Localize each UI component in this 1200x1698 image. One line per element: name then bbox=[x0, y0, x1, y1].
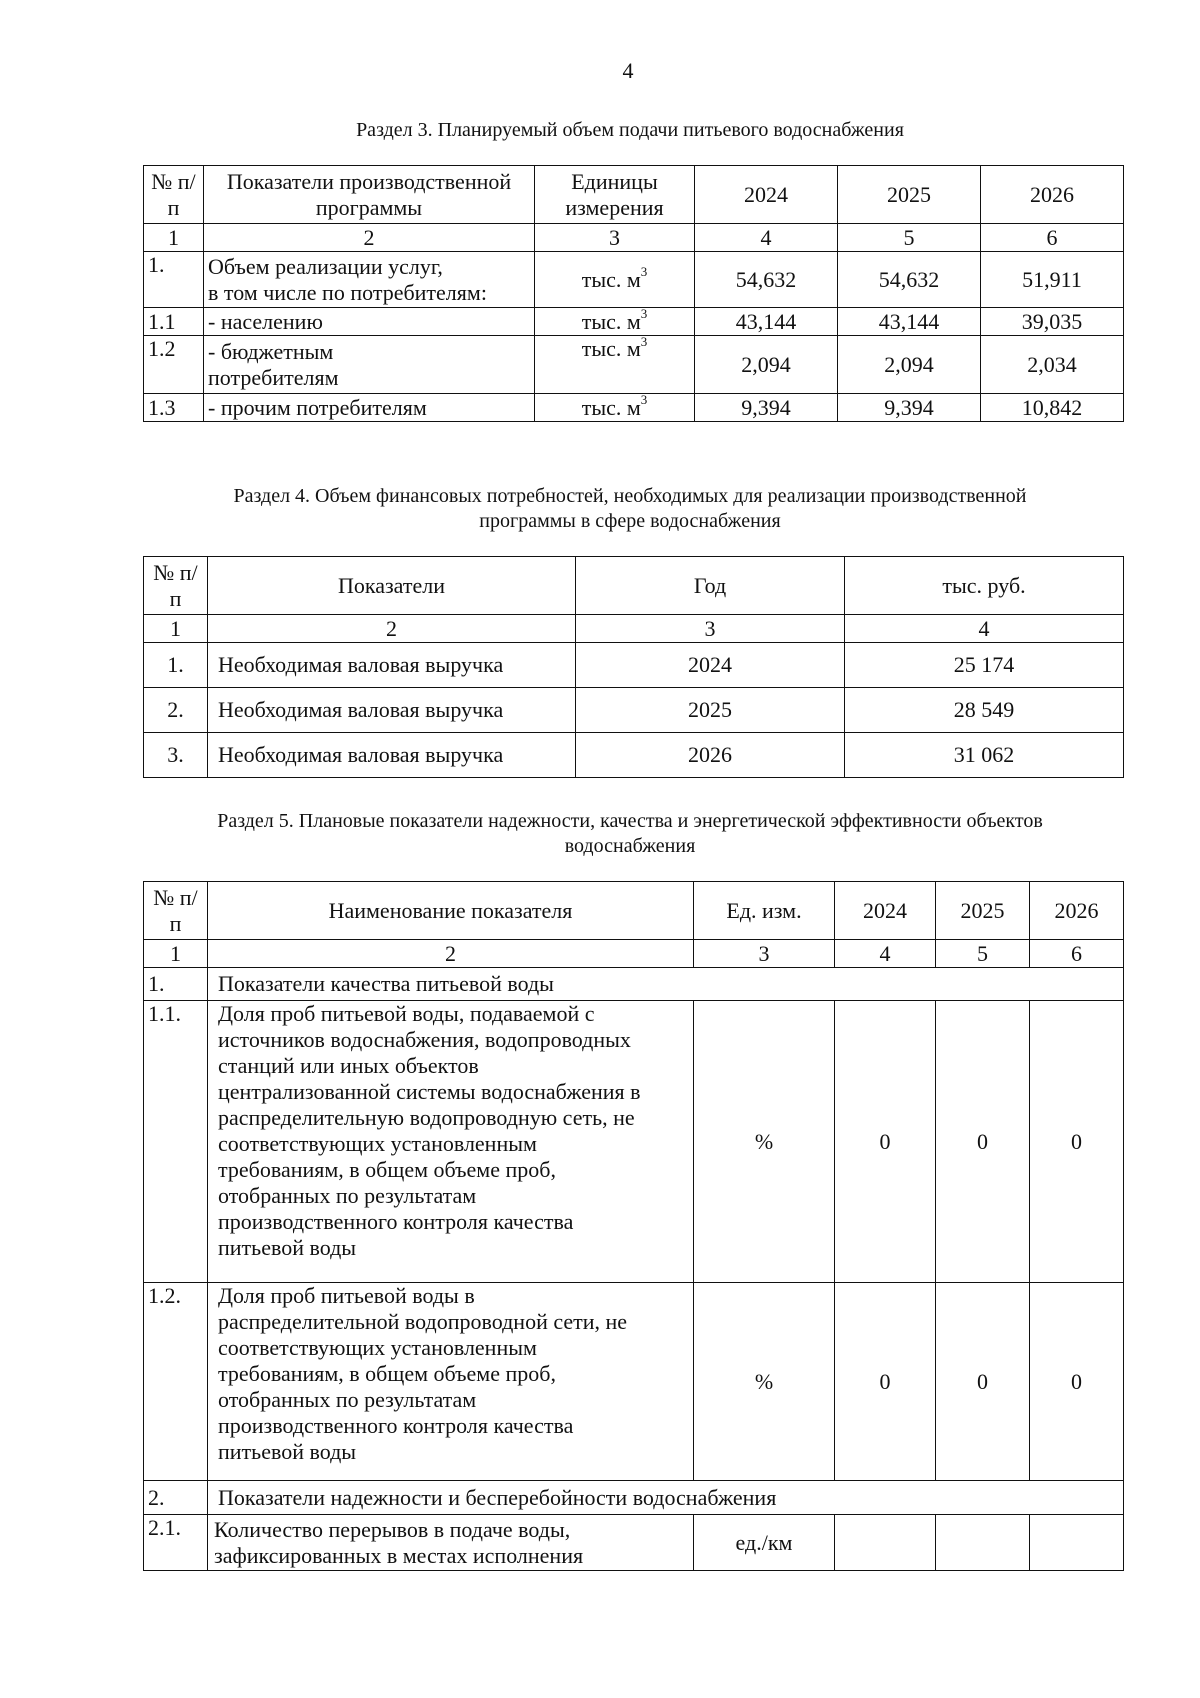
row-label-line: централизованной системы водоснабжения в bbox=[218, 1078, 641, 1104]
header-indicator: Наименование показателя bbox=[208, 882, 694, 940]
section3-title: Раздел 3. Планируемый объем подачи питьевого водоснабжения bbox=[356, 119, 904, 141]
row-num: 1.1 bbox=[144, 308, 204, 336]
col-number: 6 bbox=[981, 224, 1124, 252]
col-number: 1 bbox=[144, 615, 208, 643]
group-label: Показатели надежности и бесперебойности водоснабжения bbox=[208, 1481, 1124, 1515]
row-value bbox=[936, 1515, 1030, 1571]
row-value: 51,911 bbox=[981, 252, 1124, 308]
section4-colnum-row bbox=[144, 615, 1124, 643]
header-indicator: Показатели bbox=[208, 557, 576, 615]
page-number: 4 bbox=[622, 58, 634, 83]
unit-sup: 3 bbox=[640, 306, 648, 322]
row-label-line: Количество перерывов в подаче воды, bbox=[214, 1516, 571, 1542]
row-amount: 28 549 bbox=[845, 688, 1124, 733]
unit-text: тыс. м bbox=[581, 308, 641, 334]
row-amount: 31 062 bbox=[845, 733, 1124, 778]
section4-table bbox=[143, 556, 1124, 778]
unit-text: тыс. м bbox=[581, 394, 641, 420]
row-num: 1.2. bbox=[144, 1283, 208, 1481]
section4-header-row bbox=[144, 557, 1124, 615]
row-value: 0 bbox=[936, 1001, 1030, 1283]
row-label-line: распределительную водопроводную сеть, не bbox=[218, 1104, 635, 1130]
row-label-line: отобранных по результатам bbox=[218, 1386, 477, 1412]
row-label-line: зафиксированных в местах исполнения bbox=[214, 1542, 584, 1568]
row-amount: 25 174 bbox=[845, 643, 1124, 688]
col-number: 4 bbox=[845, 615, 1124, 643]
row-label bbox=[208, 1001, 694, 1283]
table-row bbox=[144, 1283, 1124, 1481]
row-value: 54,632 bbox=[838, 252, 981, 308]
row-year: 2026 bbox=[576, 733, 845, 778]
section5-table bbox=[143, 881, 1124, 1571]
unit-sup: 3 bbox=[640, 264, 648, 280]
col-number: 2 bbox=[204, 224, 535, 252]
table-row bbox=[144, 336, 1124, 394]
row-unit bbox=[535, 252, 695, 308]
section4-title-line: программы в сфере водоснабжения bbox=[479, 510, 781, 532]
col-number: 3 bbox=[576, 615, 845, 643]
row-num: 1. bbox=[144, 643, 208, 688]
unit-sup: 3 bbox=[640, 392, 648, 408]
col-number: 6 bbox=[1030, 940, 1124, 968]
col-number: 4 bbox=[695, 224, 838, 252]
row-unit: ед./км bbox=[694, 1515, 835, 1571]
row-label-line: производственного контроля качества bbox=[218, 1208, 574, 1234]
group-label: Показатели качества питьевой воды bbox=[208, 968, 1124, 1001]
row-label: - прочим потребителям bbox=[204, 394, 535, 422]
row-label bbox=[204, 336, 535, 394]
table-row bbox=[144, 1001, 1124, 1283]
row-label-line: - бюджетным bbox=[208, 338, 334, 364]
row-label: Необходимая валовая выручка bbox=[208, 688, 576, 733]
row-num: 1.3 bbox=[144, 394, 204, 422]
header-year-2026: 2026 bbox=[981, 166, 1124, 224]
table-row bbox=[144, 308, 1124, 336]
row-label-line: питьевой воды bbox=[218, 1234, 357, 1260]
header-unit: Ед. изм. bbox=[694, 882, 835, 940]
row-unit bbox=[535, 308, 695, 336]
row-value: 0 bbox=[835, 1001, 936, 1283]
row-unit: % bbox=[694, 1283, 835, 1481]
row-label-line: требованиям, в общем объеме проб, bbox=[218, 1156, 556, 1182]
row-label-line: источников водоснабжения, водопроводных bbox=[218, 1026, 631, 1052]
section5-header-row bbox=[144, 882, 1124, 940]
row-num: 2. bbox=[144, 1481, 208, 1515]
row-label-line: потребителям bbox=[208, 364, 339, 390]
row-label: Необходимая валовая выручка bbox=[208, 733, 576, 778]
row-num: 1.2 bbox=[144, 336, 204, 394]
row-label-line: производственного контроля качества bbox=[218, 1412, 574, 1438]
header-year: Год bbox=[576, 557, 845, 615]
row-value: 0 bbox=[1030, 1283, 1124, 1481]
row-value: 43,144 bbox=[838, 308, 981, 336]
row-label: Необходимая валовая выручка bbox=[208, 643, 576, 688]
row-value: 10,842 bbox=[981, 394, 1124, 422]
table-row bbox=[144, 643, 1124, 688]
row-value bbox=[835, 1515, 936, 1571]
row-num: 1. bbox=[144, 252, 204, 308]
row-value: 2,094 bbox=[695, 336, 838, 394]
header-units: Единицы измерения bbox=[535, 166, 695, 224]
header-num: № п/п bbox=[144, 882, 208, 940]
unit-text: тыс. м bbox=[581, 266, 641, 292]
section5-colnum-row bbox=[144, 940, 1124, 968]
row-label-line: соответствующих установленным bbox=[218, 1130, 537, 1156]
group-row bbox=[144, 968, 1124, 1001]
row-label bbox=[208, 1283, 694, 1481]
row-label-line: станций или иных объектов bbox=[218, 1052, 479, 1078]
row-value: 2,094 bbox=[838, 336, 981, 394]
row-value: 0 bbox=[835, 1283, 936, 1481]
table-row bbox=[144, 252, 1124, 308]
row-unit bbox=[535, 394, 695, 422]
table-row bbox=[144, 688, 1124, 733]
row-year: 2025 bbox=[576, 688, 845, 733]
row-value: 0 bbox=[936, 1283, 1030, 1481]
col-number: 1 bbox=[144, 940, 208, 968]
row-label-line: соответствующих установленным bbox=[218, 1334, 537, 1360]
header-year-2024: 2024 bbox=[835, 882, 936, 940]
row-label bbox=[204, 252, 535, 308]
row-value: 9,394 bbox=[838, 394, 981, 422]
row-num: 2. bbox=[144, 688, 208, 733]
row-unit bbox=[535, 333, 695, 394]
header-amount: тыс. руб. bbox=[845, 557, 1124, 615]
row-value bbox=[1030, 1515, 1124, 1571]
unit-text: тыс. м bbox=[581, 336, 641, 361]
row-value: 9,394 bbox=[695, 394, 838, 422]
row-label-line: питьевой воды bbox=[218, 1438, 357, 1464]
header-year-2026: 2026 bbox=[1030, 882, 1124, 940]
col-number: 4 bbox=[835, 940, 936, 968]
row-year: 2024 bbox=[576, 643, 845, 688]
row-num: 1.1. bbox=[144, 1001, 208, 1283]
row-num: 1. bbox=[144, 968, 208, 1001]
row-value: 2,034 bbox=[981, 336, 1124, 394]
row-value: 0 bbox=[1030, 1001, 1124, 1283]
section5-title-line: Раздел 5. Плановые показатели надежности, качества и энергетической эффективности объектов bbox=[217, 810, 1043, 832]
header-num: № п/п bbox=[144, 166, 204, 224]
table-row bbox=[144, 394, 1124, 422]
row-value: 54,632 bbox=[695, 252, 838, 308]
header-year-2024: 2024 bbox=[695, 166, 838, 224]
group-row bbox=[144, 1481, 1124, 1515]
row-label-line: требованиям, в общем объеме проб, bbox=[218, 1360, 556, 1386]
header-year-2025: 2025 bbox=[838, 166, 981, 224]
row-label-line: отобранных по результатам bbox=[218, 1182, 477, 1208]
section5-title bbox=[140, 809, 1120, 859]
col-number: 5 bbox=[936, 940, 1030, 968]
row-num: 3. bbox=[144, 733, 208, 778]
row-num: 2.1. bbox=[144, 1515, 208, 1571]
col-number: 5 bbox=[838, 224, 981, 252]
row-label-line: Объем реализации услуг, bbox=[208, 253, 443, 279]
section4-title-line: Раздел 4. Объем финансовых потребностей, необходимых для реализации производственной bbox=[233, 485, 1027, 507]
col-number: 2 bbox=[208, 615, 576, 643]
row-label: - населению bbox=[204, 308, 535, 336]
row-label-line: Доля проб питьевой воды в bbox=[218, 1283, 475, 1308]
section4-title bbox=[140, 484, 1120, 534]
col-number: 3 bbox=[535, 224, 695, 252]
table-row bbox=[144, 1515, 1124, 1571]
header-indicator: Показатели производственной программы bbox=[204, 166, 535, 224]
row-label bbox=[208, 1515, 694, 1571]
header-num: № п/п bbox=[144, 557, 208, 615]
unit-sup: 3 bbox=[640, 333, 648, 349]
section3-colnum-row bbox=[144, 224, 1124, 252]
row-label-line: распределительной водопроводной сети, не bbox=[218, 1308, 628, 1334]
row-value: 39,035 bbox=[981, 308, 1124, 336]
header-year-2025: 2025 bbox=[936, 882, 1030, 940]
row-value: 43,144 bbox=[695, 308, 838, 336]
section5-title-line: водоснабжения bbox=[564, 835, 696, 857]
table-row bbox=[144, 733, 1124, 778]
col-number: 3 bbox=[694, 940, 835, 968]
col-number: 2 bbox=[208, 940, 694, 968]
section3-header-row bbox=[144, 166, 1124, 224]
row-label-line: Доля проб питьевой воды, подаваемой с bbox=[218, 1001, 595, 1026]
row-label-line: в том числе по потребителям: bbox=[208, 279, 487, 305]
row-unit: % bbox=[694, 1001, 835, 1283]
col-number: 1 bbox=[144, 224, 204, 252]
section3-table bbox=[143, 165, 1124, 422]
